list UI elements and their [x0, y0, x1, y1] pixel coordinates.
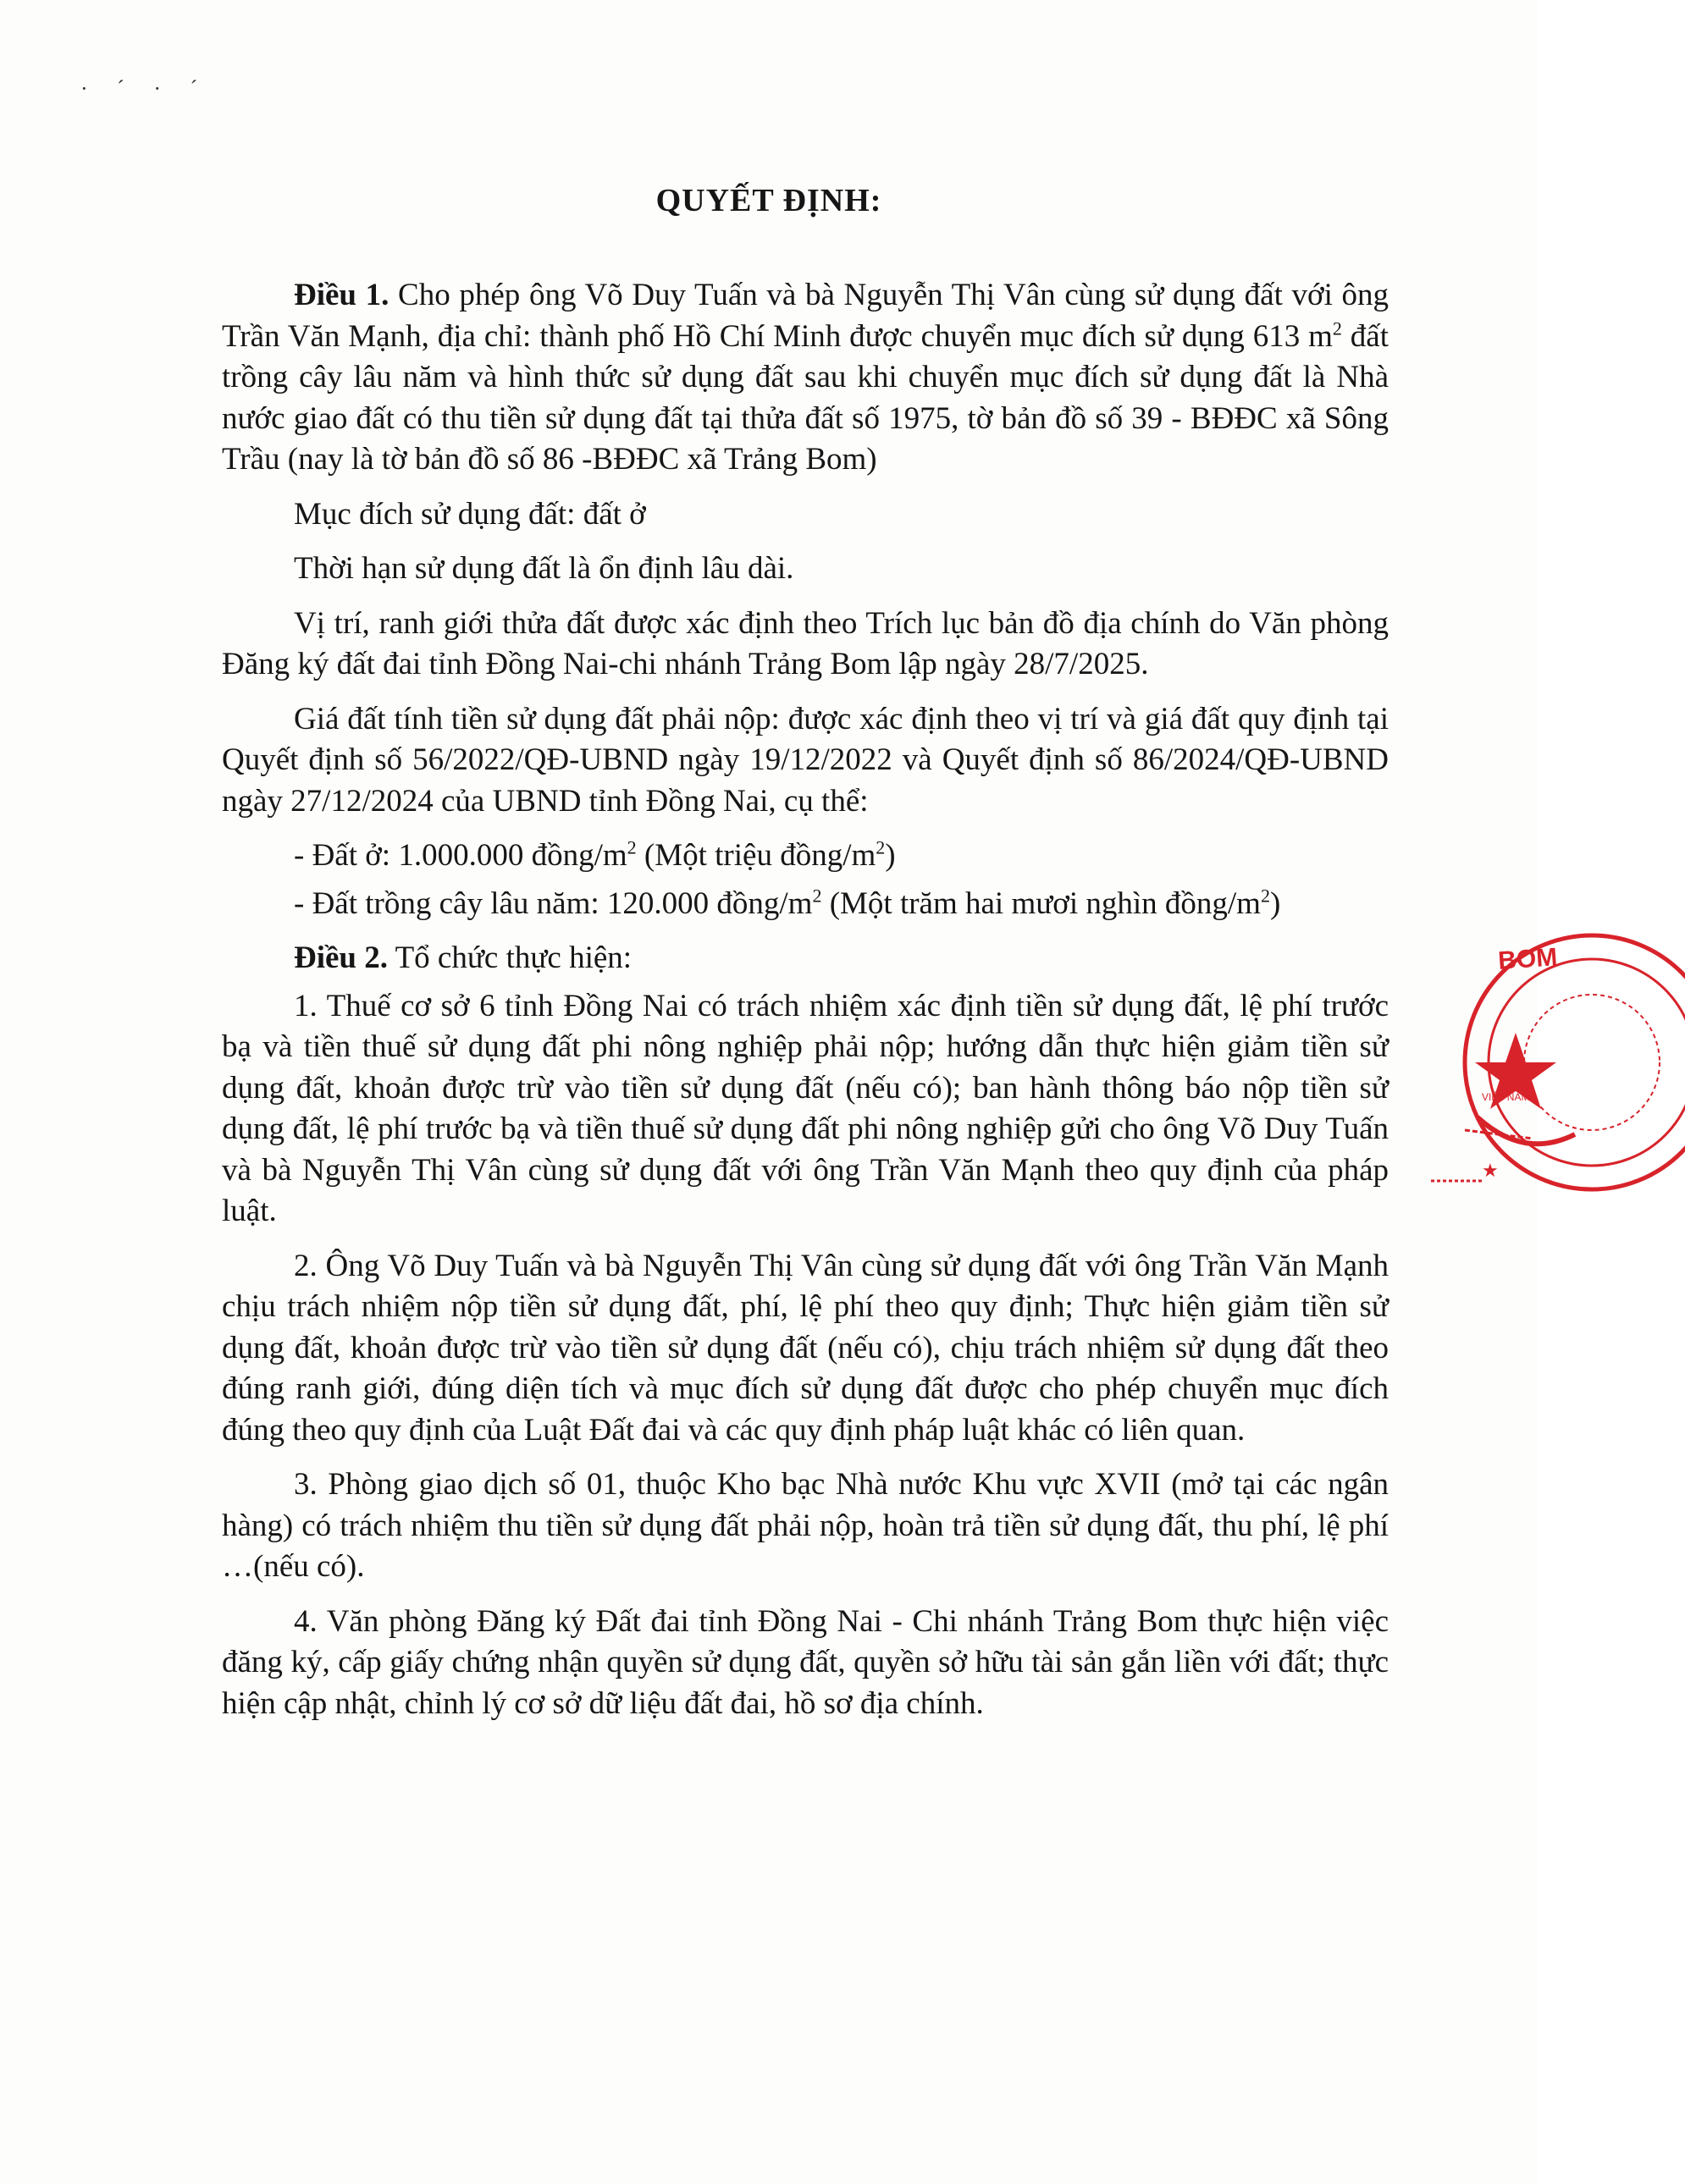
dieu-2-text: Tổ chức thực hiện: — [388, 940, 633, 975]
official-seal-icon — [1431, 923, 1685, 1202]
gia-dat: Giá đất tính tiền sử dụng đất phải nộp: được xác định theo vị trí và giá đất quy định tại Quyết định số 56/2022/QĐ-UBND ngày 19/12/2022 và Quyết định số 86/2024/QĐ-UBND ngày 27/12/2024 của UBND tỉnh Đồng Nai, cụ thể: — [222, 701, 1389, 819]
scan-specks: · ˊ · ˊ — [80, 76, 210, 101]
svg-text:★: ★ — [1482, 1160, 1499, 1181]
dieu-2-label: Điều 2. — [294, 940, 388, 975]
dieu-2-paragraph — [222, 938, 1389, 979]
dieu-1-text-after: đất trồng cây lâu năm và hình thức sử dụng đất sau khi chuyển mục đích sử dụng đất là Nhà nước giao đất có thu tiền sử dụng đất tại thửa đất số 1975, tờ bản đồ số 39 - BĐĐC xã Sông Trầu (nay là tờ bản đồ số 86 -BĐĐC xã Trảng Bom) — [222, 318, 1389, 477]
thoi-han-su-dung: Thời hạn sử dụng đất là ổn định lâu dài. — [294, 551, 794, 586]
dieu-1-label: Điều 1. — [294, 278, 389, 312]
vi-tri-ranh-gioi: Vị trí, ranh giới thửa đất được xác định theo Trích lục bản đồ địa chính do Văn phòng Đăng ký đất đai tỉnh Đồng Nai-chi nhánh Trảng Bom lập ngày 28/7/2025. — [222, 605, 1389, 681]
gia-dat-o: - Đất ở: 1.000.000 đồng/$m^2$ (Một triệu đồng/$m^2$) — [294, 836, 896, 873]
dieu-2-item-4: 4. Văn phòng Đăng ký Đất đai tỉnh Đồng Nai - Chi nhánh Trảng Bom thực hiện việc đăng ký, cấp giấy chứng nhận quyền sử dụng đất, quyền sở hữu tài sản gắn liền với đất; thực hiện cập nhật, chỉnh lý cơ sở dữ liệu đất đai, hồ sơ địa chính. — [222, 1603, 1389, 1721]
seal-text: BOM — [1497, 943, 1559, 975]
muc-dich-su-dung: Mục đích sử dụng đất: đất ở — [294, 496, 646, 532]
dieu-2-item-2: 2. Ông Võ Duy Tuấn và bà Nguyễn Thị Vân cùng sử dụng đất với ông Trần Văn Mạnh chịu trách nhiệm nộp tiền sử dụng đất, phí, lệ phí theo quy định; Thực hiện giảm tiền sử dụng đất, khoản được trừ vào tiền sử dụng đất (nếu có), chịu trách nhiệm sử dụng đất theo đúng ranh giới, đúng diện tích và mục đích sử dụng đất được cho phép chuyển mục đích đúng theo quy định của Luật Đất đai và các quy định pháp luật khác có liên quan. — [222, 1248, 1389, 1448]
dieu-2-item-1: 1. Thuế cơ sở 6 tỉnh Đồng Nai có trách nhiệm xác định tiền sử dụng đất, lệ phí trước bạ và tiền thuế sử dụng đất phi nông nghiệp phải nộp; hướng dẫn thực hiện giảm tiền sử dụng đất, khoản được trừ vào tiền sử dụng đất (nếu có); ban hành thông báo nộp tiền sử dụng đất, lệ phí trước bạ và tiền thuế sử dụng đất phi nông nghiệp gửi cho ông Võ Duy Tuấn và bà Nguyễn Thị Vân cùng sử dụng đất với ông Trần Văn Mạnh theo quy định của pháp luật. — [222, 988, 1389, 1228]
dieu-1-text: Cho phép ông Võ Duy Tuấn và bà Nguyễn Thị Vân cùng sử dụng đất với ông Trần Văn Mạnh, địa chỉ: thành phố Hồ Chí Minh được chuyển mục đích sử dụng 613 m — [222, 278, 1389, 354]
dieu-1-paragraph — [222, 275, 1389, 481]
superscript: 2 — [1332, 317, 1342, 339]
document-title: QUYẾT ĐỊNH: — [655, 183, 882, 218]
seal-lower-text: VIỆT NAM — [1482, 1091, 1530, 1103]
document-body — [222, 275, 1389, 1738]
dieu-2-item-3: 3. Phòng giao dịch số 01, thuộc Kho bạc Nhà nước Khu vực XVII (mở tại các ngân hàng) có trách nhiệm thu tiền sử dụng đất phải nộp, hoàn trả tiền sử dụng đất, thu phí, lệ phí …(nếu có). — [222, 1467, 1389, 1584]
gia-dat-cay-lau-nam: - Đất trồng cây lâu năm: 120.000 đồng/$m^2$ (Một trăm hai mươi nghìn đồng/$m^2$) — [294, 885, 1281, 921]
